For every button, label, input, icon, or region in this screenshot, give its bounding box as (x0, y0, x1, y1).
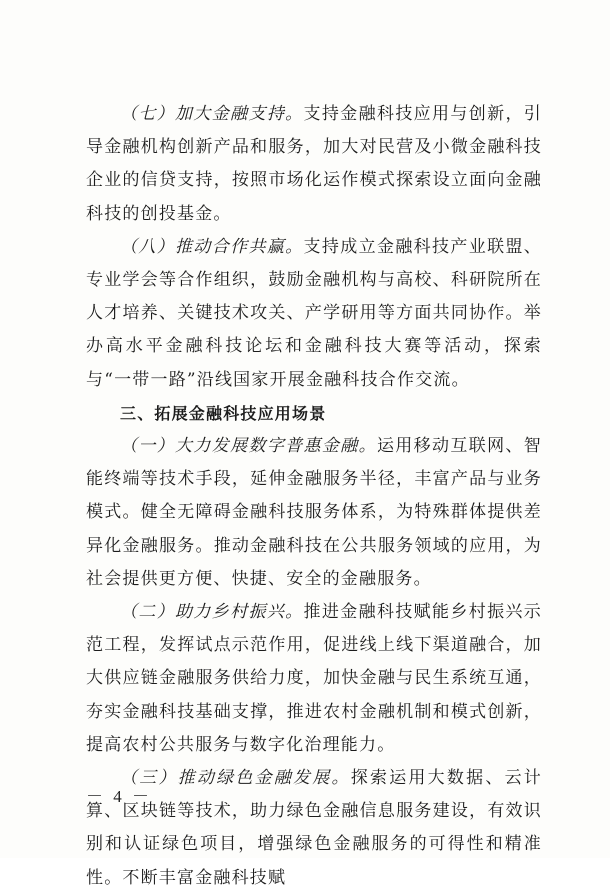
paragraph-lead: （二）助力乡村振兴。 (120, 602, 304, 623)
paragraph-text: 支持成立金融科技产业联盟、专业学会等合作组织，鼓励金融机构与高校、科研院所在人才培养、关键技术攻关、产学研用等方面共同协作。举办高水平金融科技论坛和金融科技大赛等活动，探索与“一带一路”沿线国家开展金融科技合作交流。 (86, 236, 542, 390)
paragraph-lead: （七）加大金融支持。 (120, 104, 304, 124)
paragraph-lead: （八）推动合作共赢。 (120, 236, 304, 257)
document-body (86, 98, 542, 895)
paragraph-lead: （一）大力发展数字普惠金融。 (120, 436, 377, 457)
paragraph-financial-support (86, 98, 542, 231)
paragraph-lead: （三）推动绿色金融发展。 (120, 768, 351, 789)
paragraph-cooperation (86, 231, 542, 397)
paragraph-green-finance (86, 762, 542, 895)
paragraph-text: 支持金融科技应用与创新，引导金融机构创新产品和服务，加大对民营及小微金融科技企业的信贷支持，按照市场化运作模式探索设立面向金融科技的创投基金。 (86, 104, 542, 224)
paragraph-text: 运用移动互联网、智能终端等技术手段，延伸金融服务半径，丰富产品与业务模式。健全无障碍金融科技服务体系，为特殊群体提供差异化金融服务。推动金融科技在公共服务领域的应用，为社会提供更方便、快捷、安全的金融服务。 (86, 436, 542, 589)
paragraph-text: 推进金融科技赋能乡村振兴示范工程，发挥试点示范作用，促进线上线下渠道融合，加大供应链金融服务供给力度，加快金融与民生系统互通，夯实金融科技基础支撑，推进农村金融机制和模式创新，提高农村公共服务与数字化治理能力。 (86, 602, 542, 755)
paragraph-text: 探索运用大数据、云计算、区块链等技术，助力绿色金融信息服务建设，有效识别和认证绿色项目，增强绿色金融服务的可得性和精准性。不断丰富金融科技赋 (86, 768, 543, 888)
paragraph-rural-revitalization (86, 596, 542, 762)
paragraph-inclusive-finance (86, 430, 542, 596)
page-number: － 4 － (86, 787, 152, 806)
section-heading: 三、拓展金融科技应用场景 (120, 403, 327, 423)
